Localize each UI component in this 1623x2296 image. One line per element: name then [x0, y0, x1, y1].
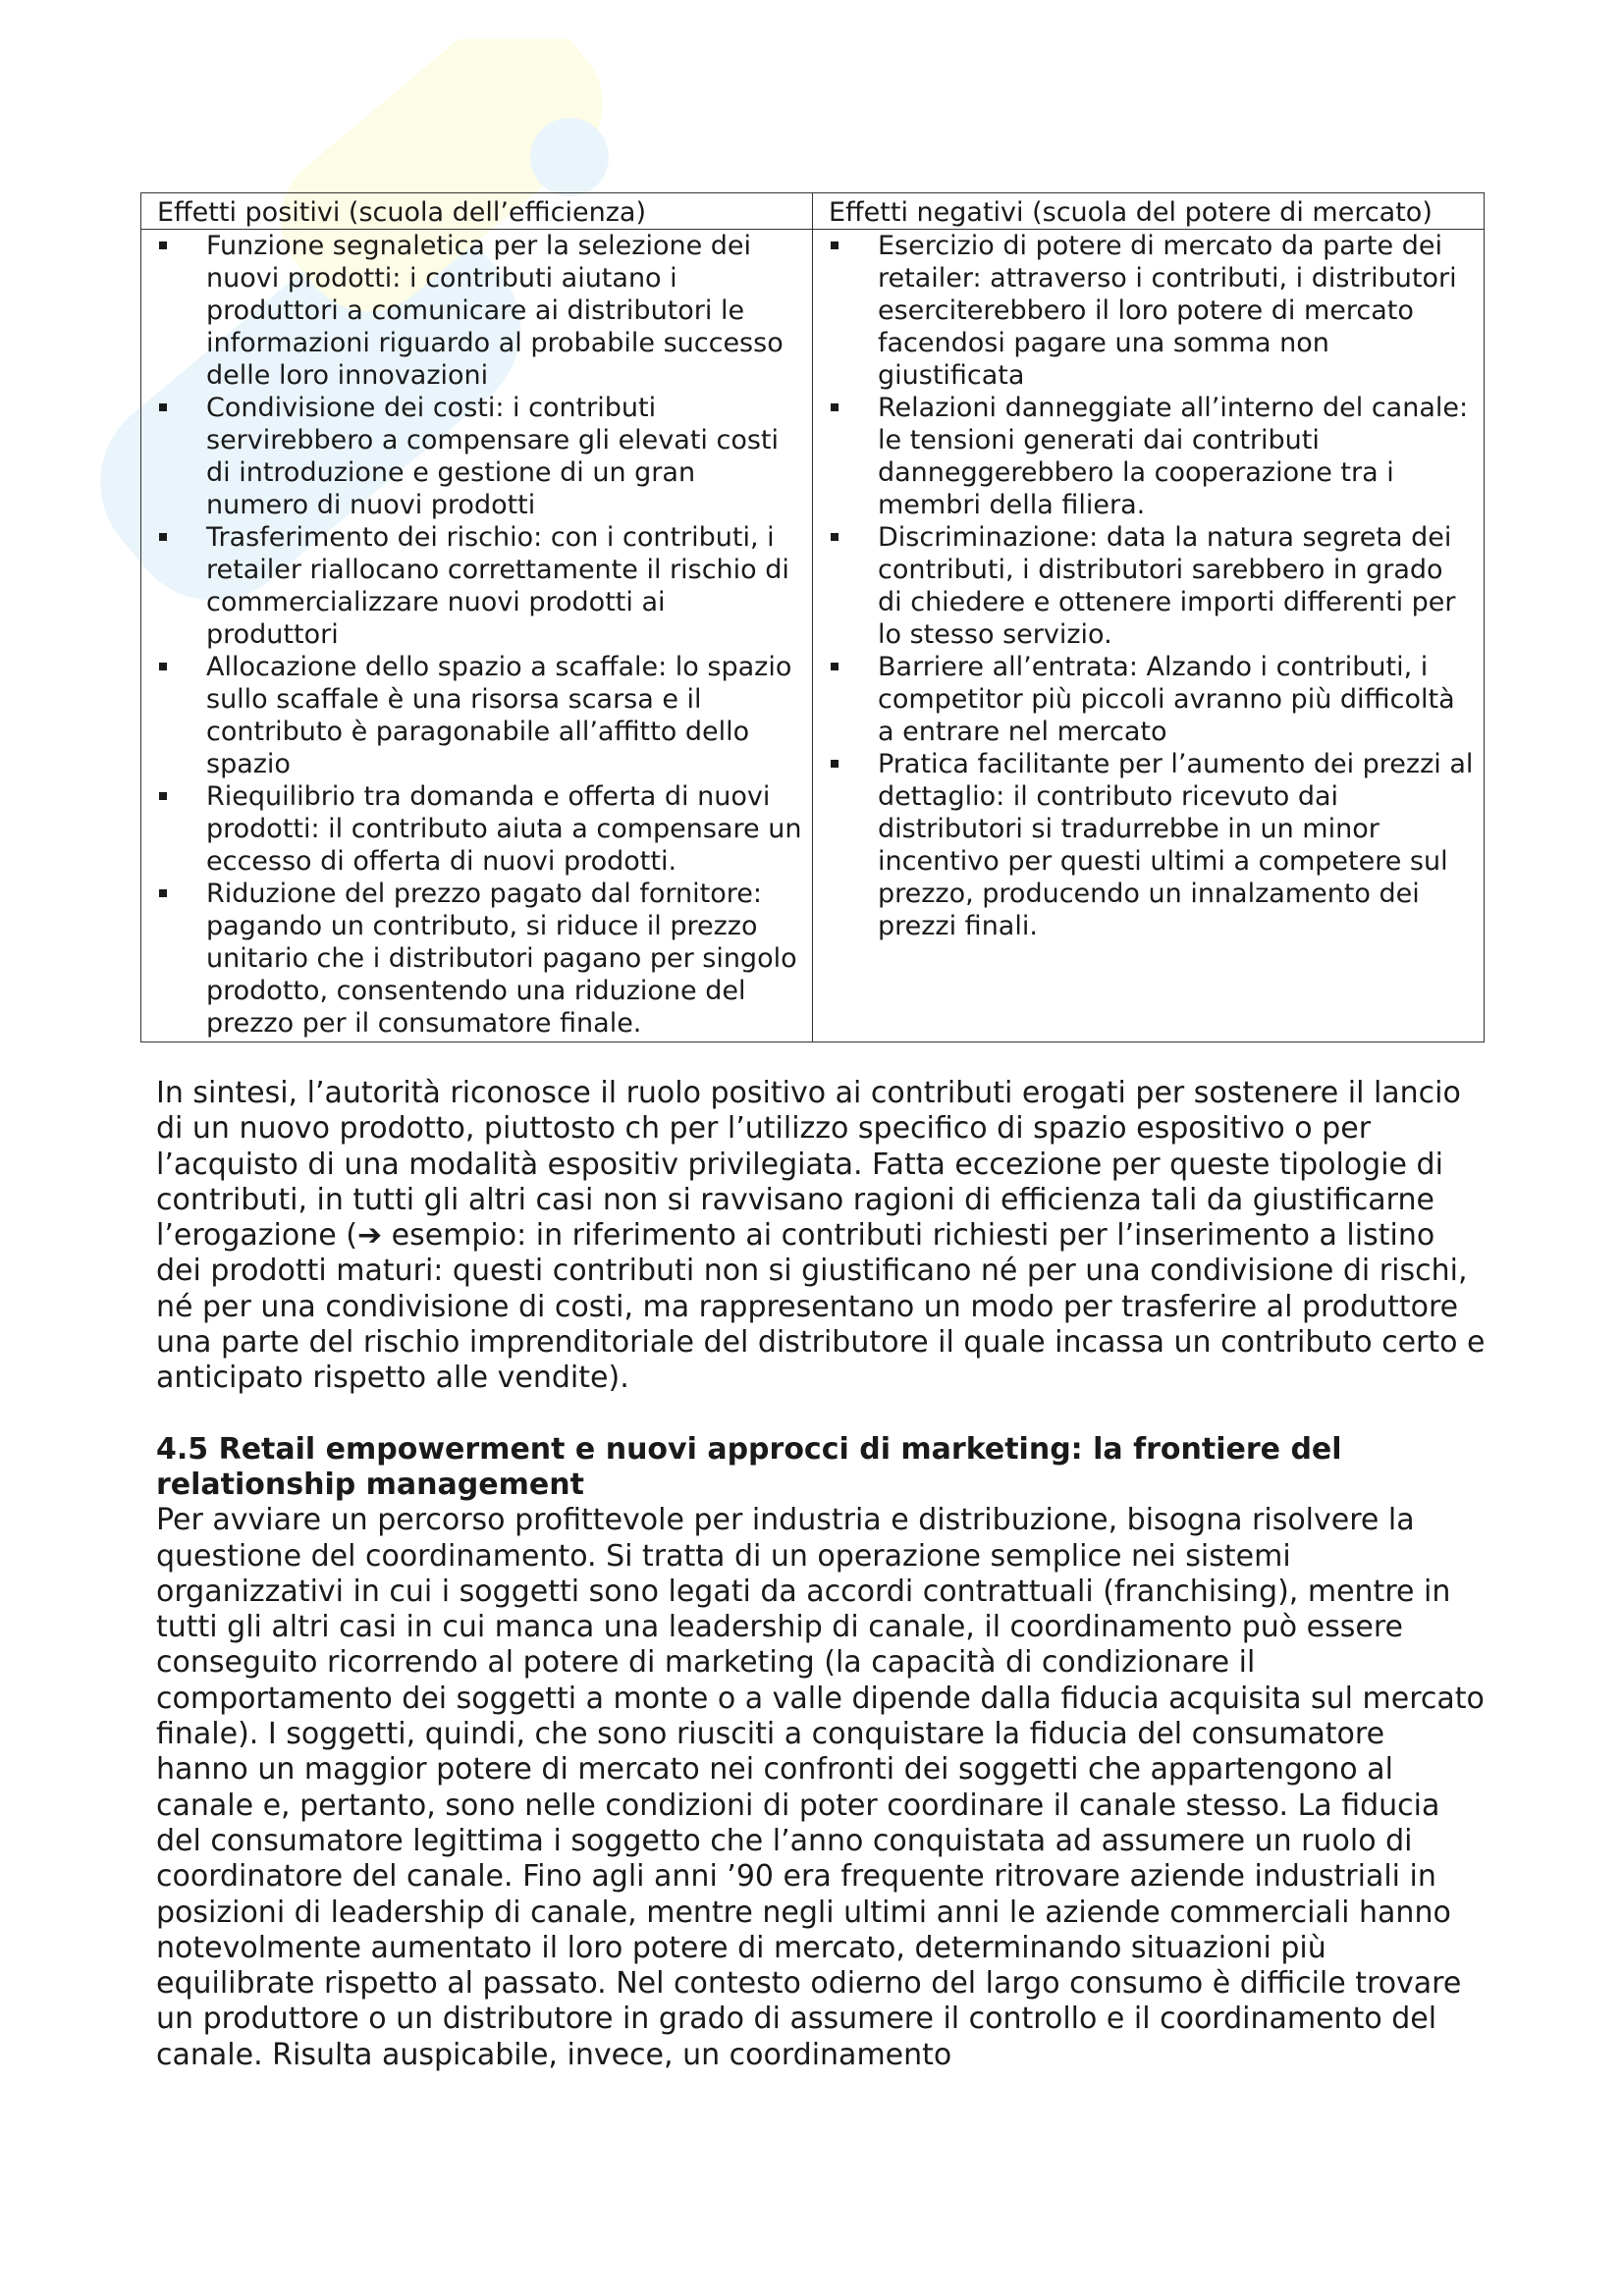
negative-effects-cell [813, 230, 1485, 1042]
summary-text-start: In sintesi, l’autorità riconosce il ruolo positivo ai contributi erogati per sostenere il lancio di un nuovo prodotto, piuttosto ch per l’utilizzo specifico di spazio espositivo o per l’acquisto di una modalità espositiv privilegiata. Fatta eccezione per queste tipologie di contributi, in tutti gli altri casi non si ravvisano ragioni di efficienza tali da giustificarne l’erogazione ( [156, 1076, 1461, 1254]
document-page [140, 192, 1486, 2073]
list-item: Pratica facilitante per l’aumento dei prezzi al dettaglio: il contributo ricevuto dai distributori si tradurrebbe in un minor incentivo per questi ultimi a competere sul prezzo, producendo un innalzamento dei prezzi finali. [829, 748, 1484, 942]
arrow-icon: ➔ [356, 1218, 383, 1254]
summary-text-end: esempio: in riferimento ai contributi richiesti per l’inserimento a listino dei prodotti maturi: questi contributi non si giustificano né per una condivisione di rischi, né per una condivisione di costi, ma rappresentano un modo per trasferire al produttore una parte del rischio imprenditoriale del distributore il quale incassa un contributo certo e anticipato rispetto alle vendite). [156, 1218, 1486, 1396]
list-item: Funzione segnaletica per la selezione dei nuovi prodotti: i contributi aiutano i produttori a comunicare ai distributori le informazioni riguardo al probabile successo delle loro innovazioni [157, 230, 812, 392]
list-item: Relazioni danneggiate all’interno del canale: le tensioni generati dai contributi danneggerebbero la cooperazione tra i membri della filiera. [829, 392, 1484, 521]
table-header-positive: Effetti positivi (scuola dell’efficienza) [141, 193, 813, 230]
list-item: Discriminazione: data la natura segreta dei contributi, i distributori sarebbero in grado di chiedere e ottenere importi differenti per lo stesso servizio. [829, 521, 1484, 651]
coordination-paragraph: Per avviare un percorso profittevole per industria e distribuzione, bisogna risolvere la questione del coordinamento. Si tratta di un operazione semplice nei sistemi organizzativi in cui i soggetti sono legati da accordi contrattuali (franchising), mentre in tutti gli altri casi in cui manca una leadership di canale, il coordinamento può essere conseguito ricorrendo al potere di marketing (la capacità di condizionare il comportamento dei soggetti a monte o a valle dipende dalla fiducia acquisita sul mercato finale). I soggetti, quindi, che sono riusciti a conquistare la fiducia del consumatore hanno un maggior potere di mercato nei confronti dei soggetti che appartengono al canale e, pertanto, sono nelle condizioni di poter coordinare il canale stesso. La fiducia del consumatore legittima i soggetto che l’anno conquistata ad assumere un ruolo di coordinatore del canale. Fino agli anni ’90 era frequente ritrovare aziende industriali in posizioni di leadership di canale, mentre negli ultimi anni le aziende commerciali hanno notevolmente aumentato il loro potere di mercato, determinando situazioni più equilibrate rispetto al passato. Nel contesto odierno del largo consumo è difficile trovare un produttore o un distributore in grado di assumere il controllo e il coordinamento del canale. Risulta auspicabile, invece, un coordinamento [156, 1503, 1485, 2072]
list-item: Riequilibrio tra domanda e offerta di nuovi prodotti: il contributo aiuta a compensare un eccesso di offerta di nuovi prodotti. [157, 780, 812, 878]
list-item: Riduzione del prezzo pagato dal fornitore: pagando un contributo, si riduce il prezzo unitario che i distributori pagano per singolo prodotto, consentendo una riduzione del prezzo per il consumatore finale. [157, 878, 812, 1040]
summary-paragraph [140, 1076, 1486, 1397]
list-item: Condivisione dei costi: i contributi servirebbero a compensare gli elevati costi di introduzione e gestione di un gran numero di nuovi prodotti [157, 392, 812, 521]
positive-effects-list [157, 230, 812, 1040]
list-item: Allocazione dello spazio a scaffale: lo spazio sullo scaffale è una risorsa scarsa e il contributo è paragonabile all’affitto dello spazio [157, 651, 812, 780]
positive-effects-cell [141, 230, 813, 1042]
table-header-negative: Effetti negativi (scuola del potere di mercato) [813, 193, 1485, 230]
list-item: Barriere all’entrata: Alzando i contributi, i competitor più piccoli avranno più difficoltà a entrare nel mercato [829, 651, 1484, 748]
effects-table [140, 192, 1485, 1042]
section-heading: 4.5 Retail empowerment e nuovi approcci di marketing: la frontiere del relationship management [156, 1431, 1342, 1502]
negative-effects-list [829, 230, 1484, 942]
list-item: Trasferimento dei rischio: con i contributi, i retailer riallocano correttamente il rischio di commercializzare nuovi prodotti ai produttori [157, 521, 812, 651]
list-item: Esercizio di potere di mercato da parte dei retailer: attraverso i contributi, i distributori eserciterebbero il loro potere di mercato facendosi pagare una somma non giustificata [829, 230, 1484, 392]
